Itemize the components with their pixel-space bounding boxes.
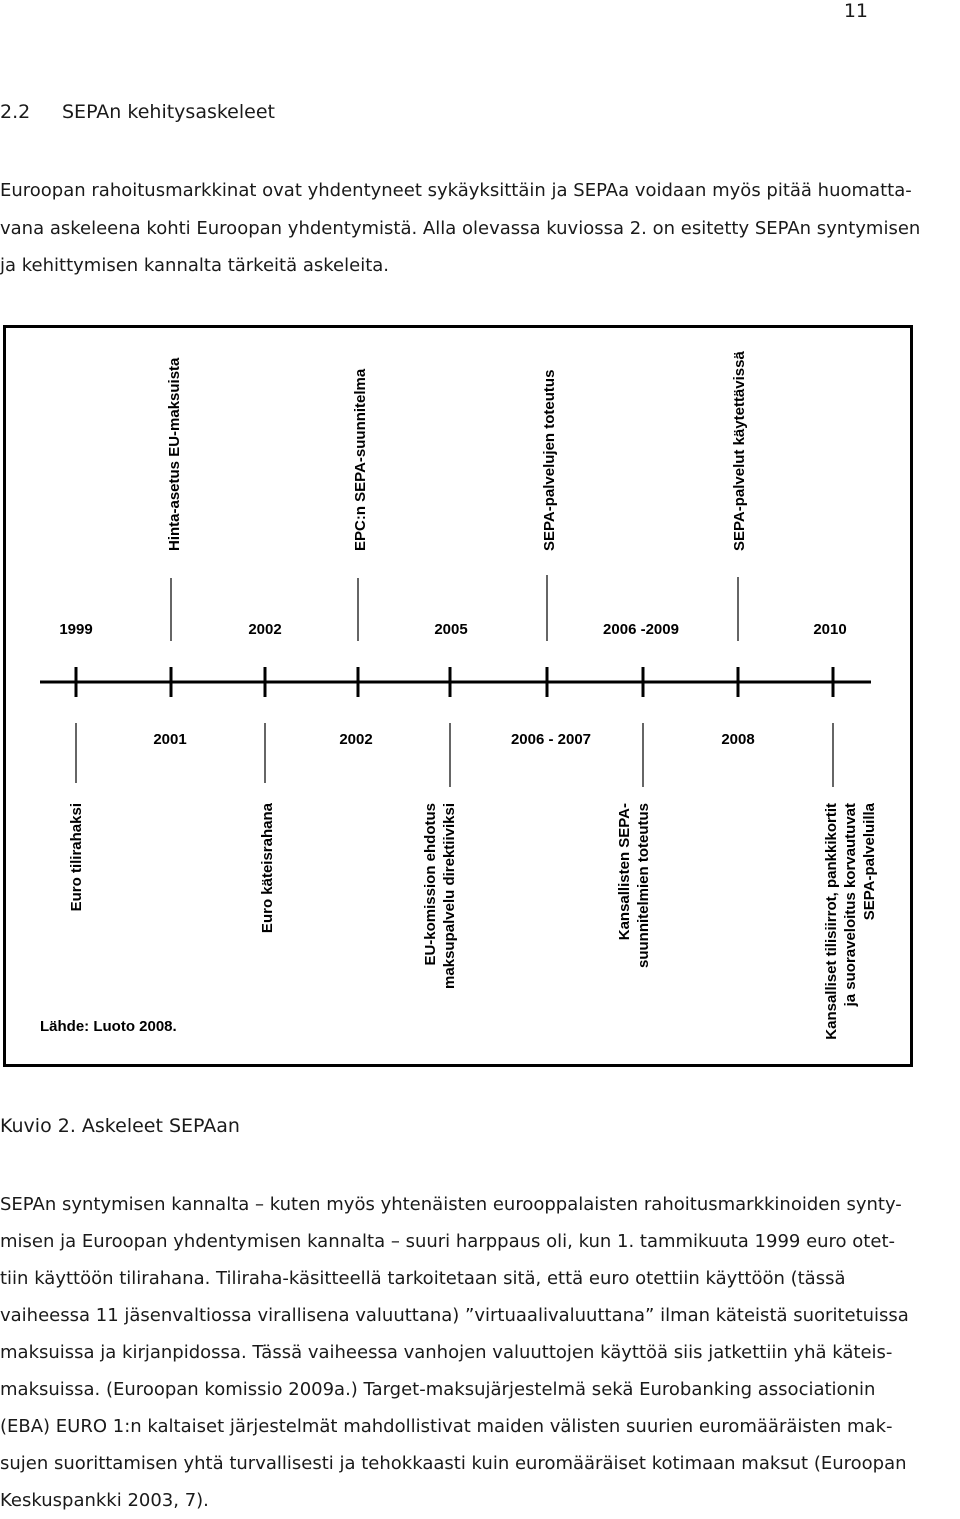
timeline-year-above: 1999 [59,621,93,638]
timeline-year-above: 2010 [813,621,847,638]
body-line: tiin käyttöön tilirahana. Tiliraha-käsitteellä tarkoitetaan sitä, että euro otettiin käyttöön (tässä [0,1268,846,1289]
section-number: 2.2 [0,101,31,123]
timeline-year-above: 2006 -2009 [603,621,679,638]
intro-line: vana askeleena kohti Euroopan yhdentymistä. Alla olevassa kuviossa 2. on esitetty SEPAn syntymisen [0,217,921,239]
page-number: 11 [843,0,868,22]
timeline-year-below: 2006 - 2007 [510,731,592,748]
timeline-year-above: 2005 [434,621,468,638]
timeline-event-below: Kansalliset tilisiirrot, pankkikortit [823,803,840,1040]
timeline-event-below: Euro tilirahaksi [68,803,85,912]
body-line: SEPAn syntymisen kannalta – kuten myös yhtenäisten eurooppalaisten rahoitusmarkkinoiden synty- [0,1194,902,1215]
timeline-event-below: maksupalvelu direktiiviksi [441,803,458,989]
timeline-event-below: SEPA-palveluilla [861,803,878,921]
timeline-event-above: SEPA-palvelujen toteutus [541,369,558,551]
timeline-figure [3,325,913,1067]
timeline-event-above: EPC:n SEPA-suunnitelma [352,368,369,551]
timeline-event-below: EU-komission ehdotus [422,803,439,966]
section-title: SEPAn kehitysaskeleet [62,101,275,123]
timeline-event-above: Hinta-asetus EU-maksuista [166,357,183,551]
timeline-event-above: SEPA-palvelut käytettävissä [731,351,748,551]
timeline-event-below: ja suoraveloitus korvautuvat [842,803,859,1007]
timeline-year-above: 2002 [248,621,282,638]
figure-caption: Kuvio 2. Askeleet SEPAan [0,1115,240,1137]
intro-paragraph [0,172,960,285]
timeline-event-below: Kansallisten SEPA- [616,803,633,941]
timeline-year-below: 2008 [721,731,755,748]
body-line: Keskuspankki 2003, 7). [0,1490,209,1511]
body-line: sujen suorittamisen yhtä turvallisesti ja tehokkaasti kuin euromääräiset kotimaan maksut (Euroopan [0,1453,907,1474]
intro-line: ja kehittymisen kannalta tärkeitä askeleita. [0,255,390,276]
timeline-event-below: Euro käteisrahana [259,803,276,934]
body-line: vaiheessa 11 jäsenvaltiossa virallisena valuuttana) ”virtuaalivaluuttana” ilman käteistä suoritetuissa [0,1305,909,1326]
section-heading [0,101,275,123]
body-line: maksuissa ja kirjanpidossa. Tässä vaiheessa vanhojen valuuttojen käyttöä siis jatkettiin yhä käteis- [0,1342,893,1363]
body-line: maksuissa. (Euroopan komissio 2009a.) Target-maksujärjestelmä sekä Eurobanking associationin [0,1379,876,1400]
body-paragraph [0,1186,960,1519]
timeline-event-below: suunnitelmien toteutus [635,803,652,968]
body-line: misen ja Euroopan yhdentymisen kannalta – suuri harppaus oli, kun 1. tammikuuta 1999 euro otet- [0,1231,895,1252]
body-line: (EBA) EURO 1:n kaltaiset järjestelmät mahdollistivat maiden välisten suurien euromääräisten mak- [0,1416,893,1437]
intro-line: Euroopan rahoitusmarkkinat ovat yhdentyneet sykäyksittäin ja SEPAa voidaan myös pitää huomatta- [0,180,912,201]
source-note: Lähde: Luoto 2008. [40,1018,177,1035]
timeline-year-below: 2002 [339,731,373,748]
timeline-year-below: 2001 [153,731,187,748]
